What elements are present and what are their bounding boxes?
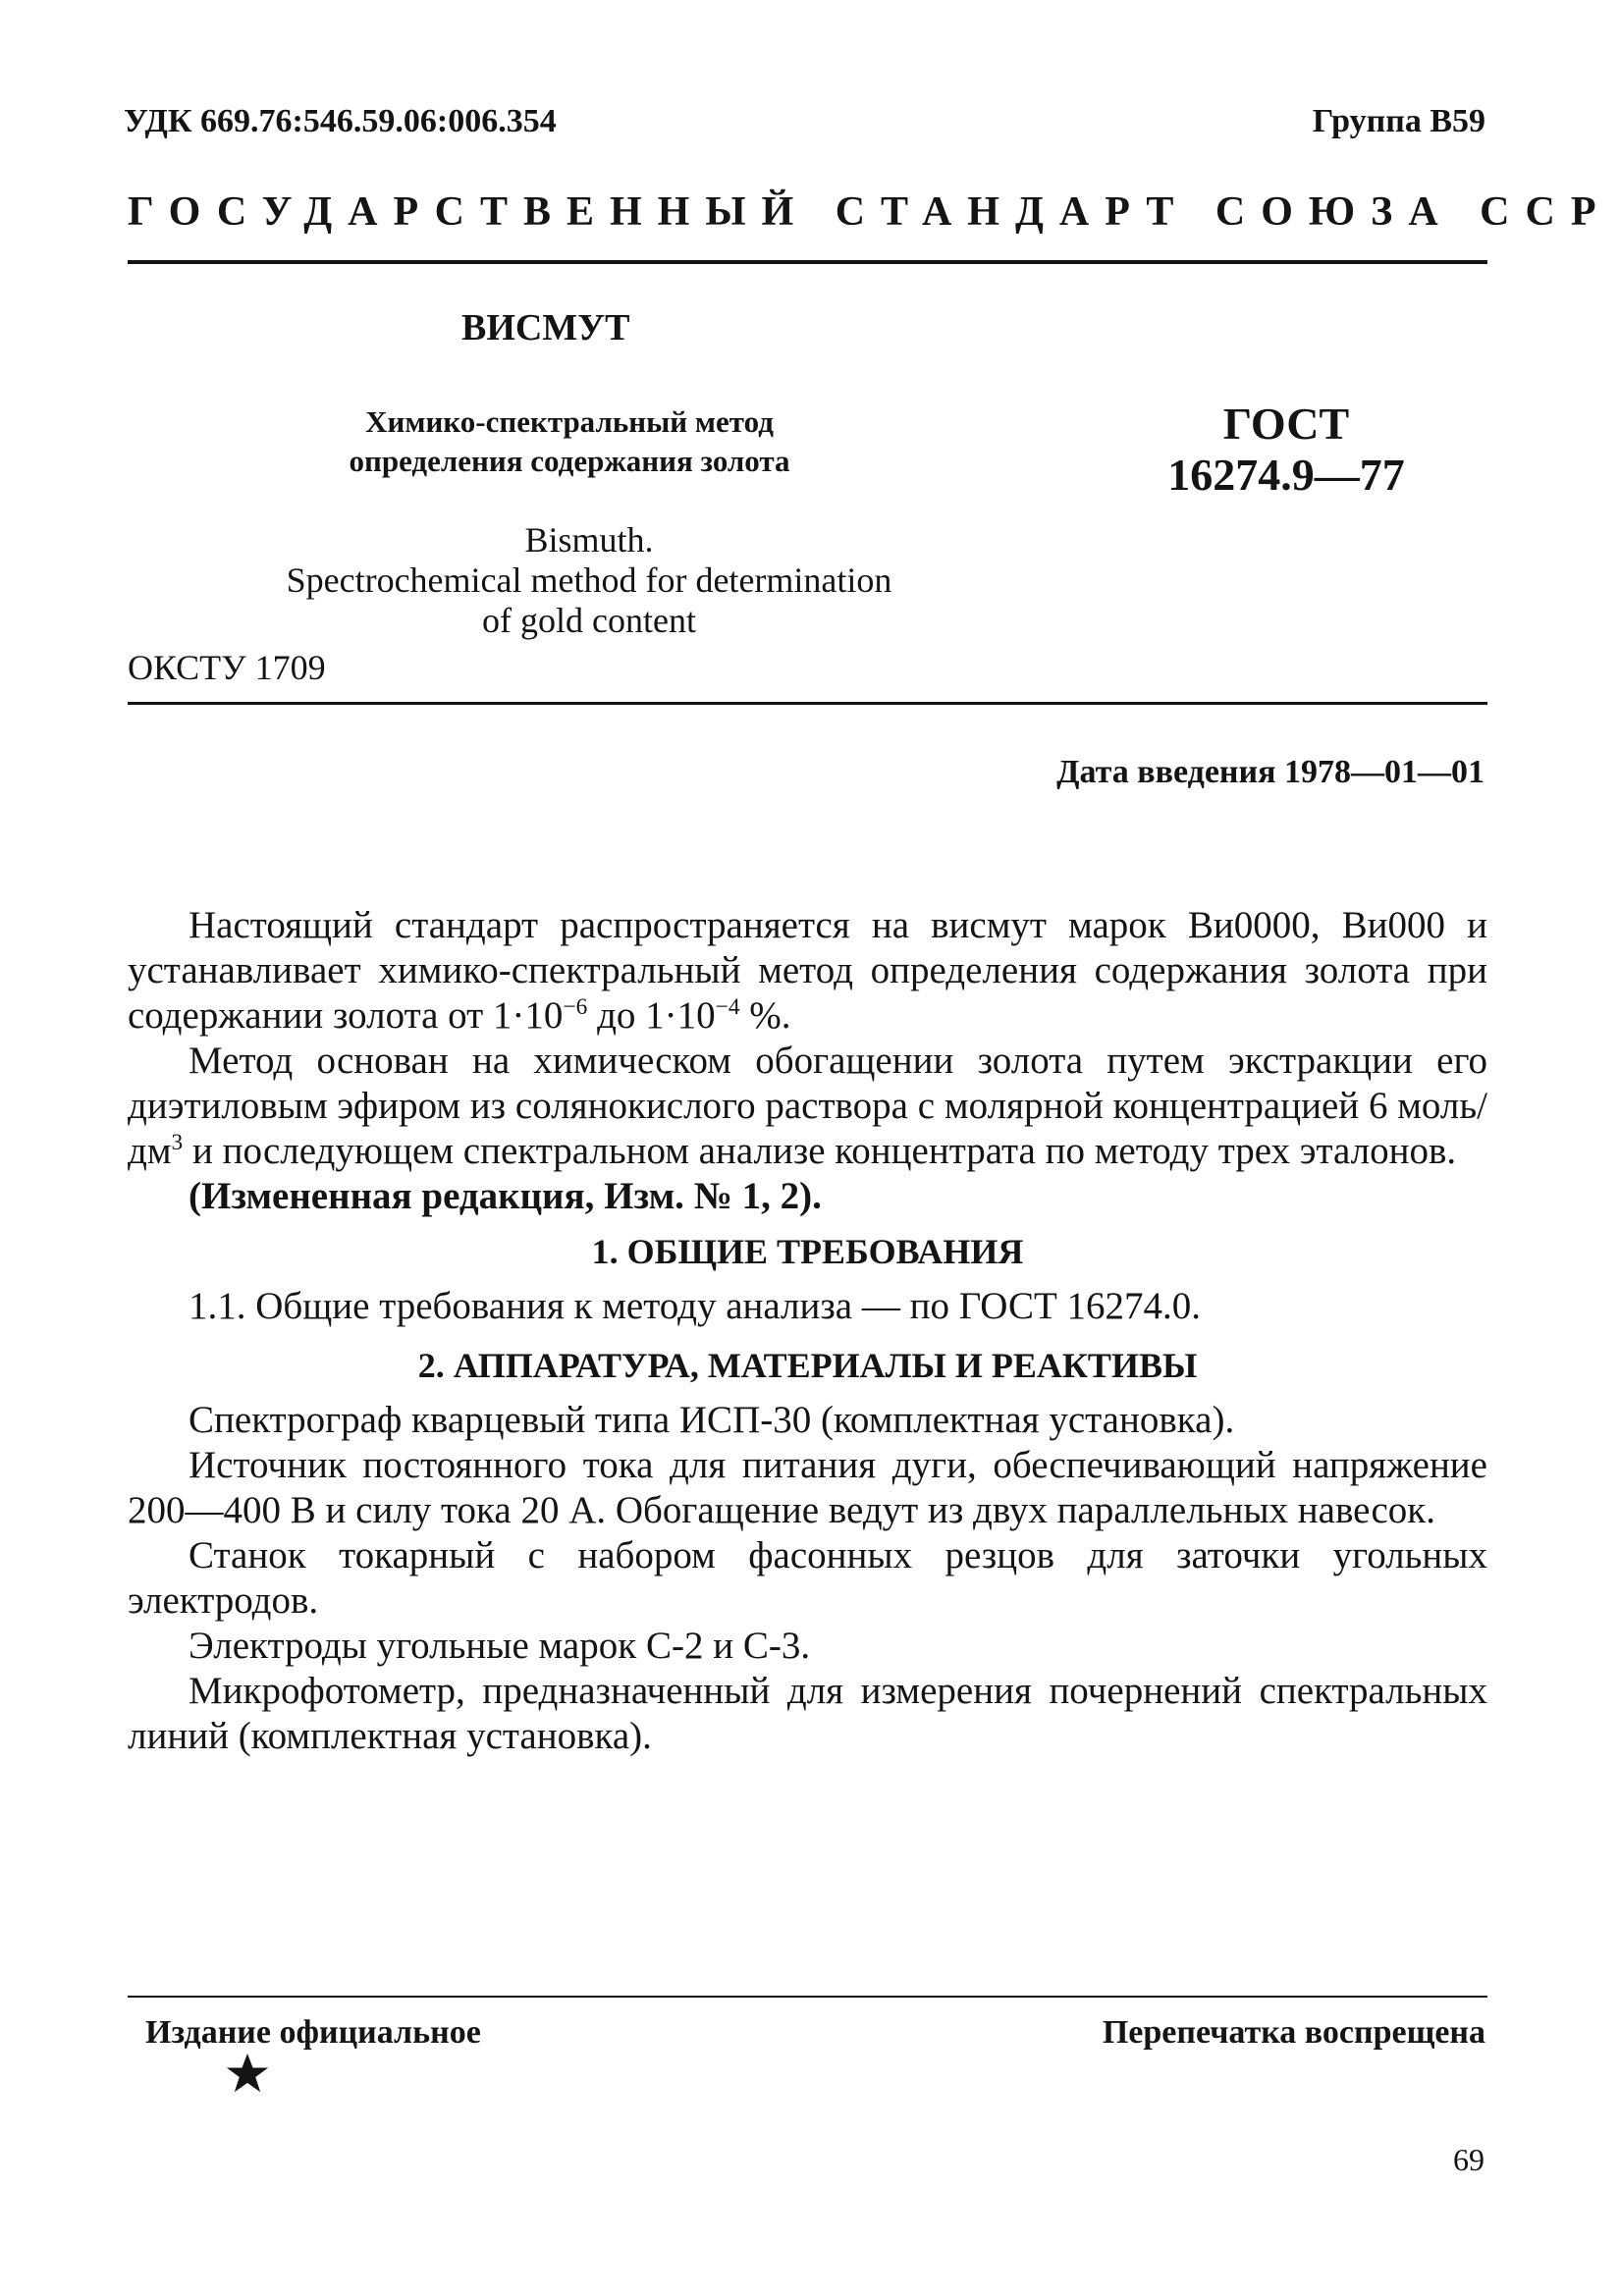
header-rule: [128, 260, 1487, 264]
group-code: Группа В59: [1312, 103, 1485, 139]
okstu-code: ОКСТУ 1709: [128, 648, 326, 687]
paragraph-amendment: (Измененная редакция, Изм. № 1, 2).: [189, 1175, 822, 1217]
paragraph-microphotometer: Микрофотометр, предназначенный для измерения почернений спектральных линий (комплектная установка).: [128, 1670, 1487, 1757]
title-en-line-2: Spectrochemical method for determination: [286, 561, 892, 600]
star-icon: [226, 2052, 269, 2095]
subtitle-line-2: определения содержания золота: [349, 444, 790, 478]
udk-code: УДК 669.76:546.59.06:006.354: [124, 103, 557, 139]
title-en-line-3: of gold content: [482, 601, 696, 640]
official-edition-label: Издание официальное: [145, 2014, 481, 2051]
paragraph-current-source: Источник постоянного тока для питания дуги, обеспечивающий напряжение 200—400 В и силу тока 20 А. Обогащение ведут из двух параллельных навесок.: [128, 1444, 1487, 1531]
title-rule: [128, 702, 1487, 705]
paragraph-method: Метод основан на химическом обогащении золота путем экстракции его диэтиловым эфиром из солянокислого раствора с молярной концентрацией 6 моль/$дм^3$ и последующем спектральном анализе концентрата по методу трех эталонов.: [128, 1040, 1487, 1172]
document-title-ru: ВИСМУТ: [461, 307, 630, 348]
document-title-en: [196, 520, 982, 641]
page-number: 69: [1453, 2142, 1484, 2177]
paragraph-spectrograph: Спектрограф кварцевый типа ИСП-30 (комплектная установка).: [189, 1399, 1235, 1441]
gost-number: 16274.9—77: [1167, 450, 1405, 500]
document-body: [128, 903, 1487, 1759]
title-en-line-1: Bismuth.: [524, 520, 654, 560]
paragraph-lathe: Станок токарный с набором фасонных резцов для заточки угольных электродов.: [128, 1534, 1487, 1622]
state-standard-heading: ГОСУДАРСТВЕННЫЙ СТАНДАРТ СОЮЗА ССР: [128, 189, 1612, 235]
subtitle-line-1: Химико-спектральный метод: [365, 404, 774, 439]
paragraph-electrodes: Электроды угольные марок С-2 и С-3.: [189, 1625, 811, 1667]
paragraph-scope: Настоящий стандарт распространяется на висмут марок Ви0000, Ви000 и устанавливает химико-спектральный метод определения содержания золота при содержании золота от $1\cdot 10^{-6}$ до $1\cdot 10^{-4}$ %.: [128, 904, 1487, 1037]
gost-label: ГОСТ: [1222, 399, 1350, 449]
section-heading-apparatus: 2. АППАРАТУРА, МАТЕРИАЛЫ И РЕАКТИВЫ: [417, 1346, 1198, 1385]
gost-designation: [1139, 399, 1433, 501]
footer-rule: [128, 1996, 1487, 1998]
introduction-date: Дата введения 1978—01—01: [1056, 754, 1484, 790]
document-subtitle-ru: [265, 402, 874, 481]
paragraph-general-1-1: 1.1. Общие требования к методу анализа — по ГОСТ 16274.0.: [189, 1285, 1202, 1327]
reprint-prohibited-label: Перепечатка воспрещена: [1102, 2014, 1485, 2051]
section-heading-general: 1. ОБЩИЕ ТРЕБОВАНИЯ: [591, 1232, 1024, 1271]
